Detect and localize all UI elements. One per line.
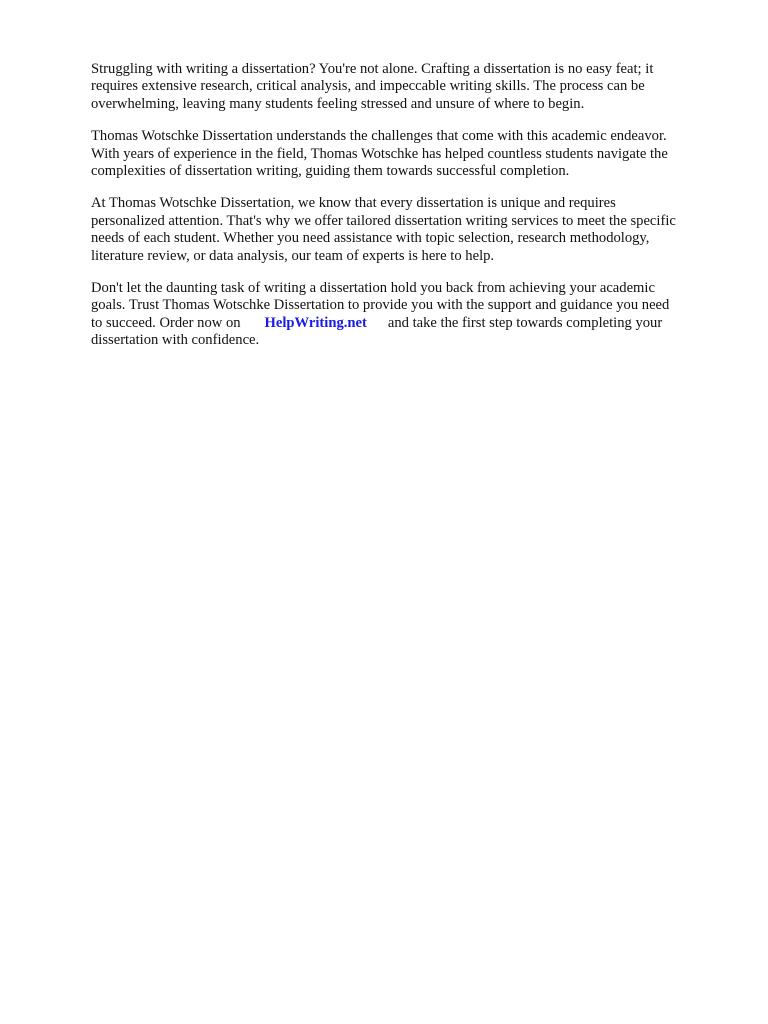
text-line: Struggling with writing a dissertation? You're not alone. Crafting a dissertation is no easy feat; it <box>91 61 654 77</box>
text-line-with-link <box>91 315 721 332</box>
text-line: At Thomas Wotschke Dissertation, we know that every dissertation is unique and requires <box>91 195 616 212</box>
text-line: needs of each student. Whether you need assistance with topic selection, research methodology, <box>91 230 650 247</box>
text-line: With years of experience in the field, Thomas Wotschke has helped countless students navigate the <box>91 145 668 162</box>
paragraph-services <box>91 195 721 265</box>
text-line: Thomas Wotschke Dissertation understands the challenges that come with this academic endeavor. <box>91 128 667 145</box>
text-line: dissertation with confidence. <box>91 332 260 349</box>
helpwriting-link[interactable]: HelpWriting.net <box>264 314 367 331</box>
text-line: goals. Trust Thomas Wotschke Dissertation to provide you with the support and guidance you need <box>91 297 670 314</box>
text-line: Don't let the daunting task of writing a dissertation hold you back from achieving your academic <box>91 280 655 297</box>
document-body <box>91 61 721 365</box>
paragraph-intro <box>91 61 721 113</box>
text-line: complexities of dissertation writing, guiding them towards successful completion. <box>91 163 570 180</box>
paragraph-call-to-action <box>91 280 721 350</box>
text-line: requires extensive research, critical analysis, and impeccable writing skills. The process can be <box>91 78 645 95</box>
text-line: literature review, or data analysis, our team of experts is here to help. <box>91 247 495 264</box>
paragraph-about <box>91 128 721 180</box>
text-line: personalized attention. That's why we offer tailored dissertation writing services to meet the specific <box>91 212 676 229</box>
text-before-link: to succeed. Order now on <box>91 314 241 331</box>
text-after-link: and take the first step towards completing your <box>387 314 663 331</box>
text-line: overwhelming, leaving many students feeling stressed and unsure of where to begin. <box>91 95 585 112</box>
